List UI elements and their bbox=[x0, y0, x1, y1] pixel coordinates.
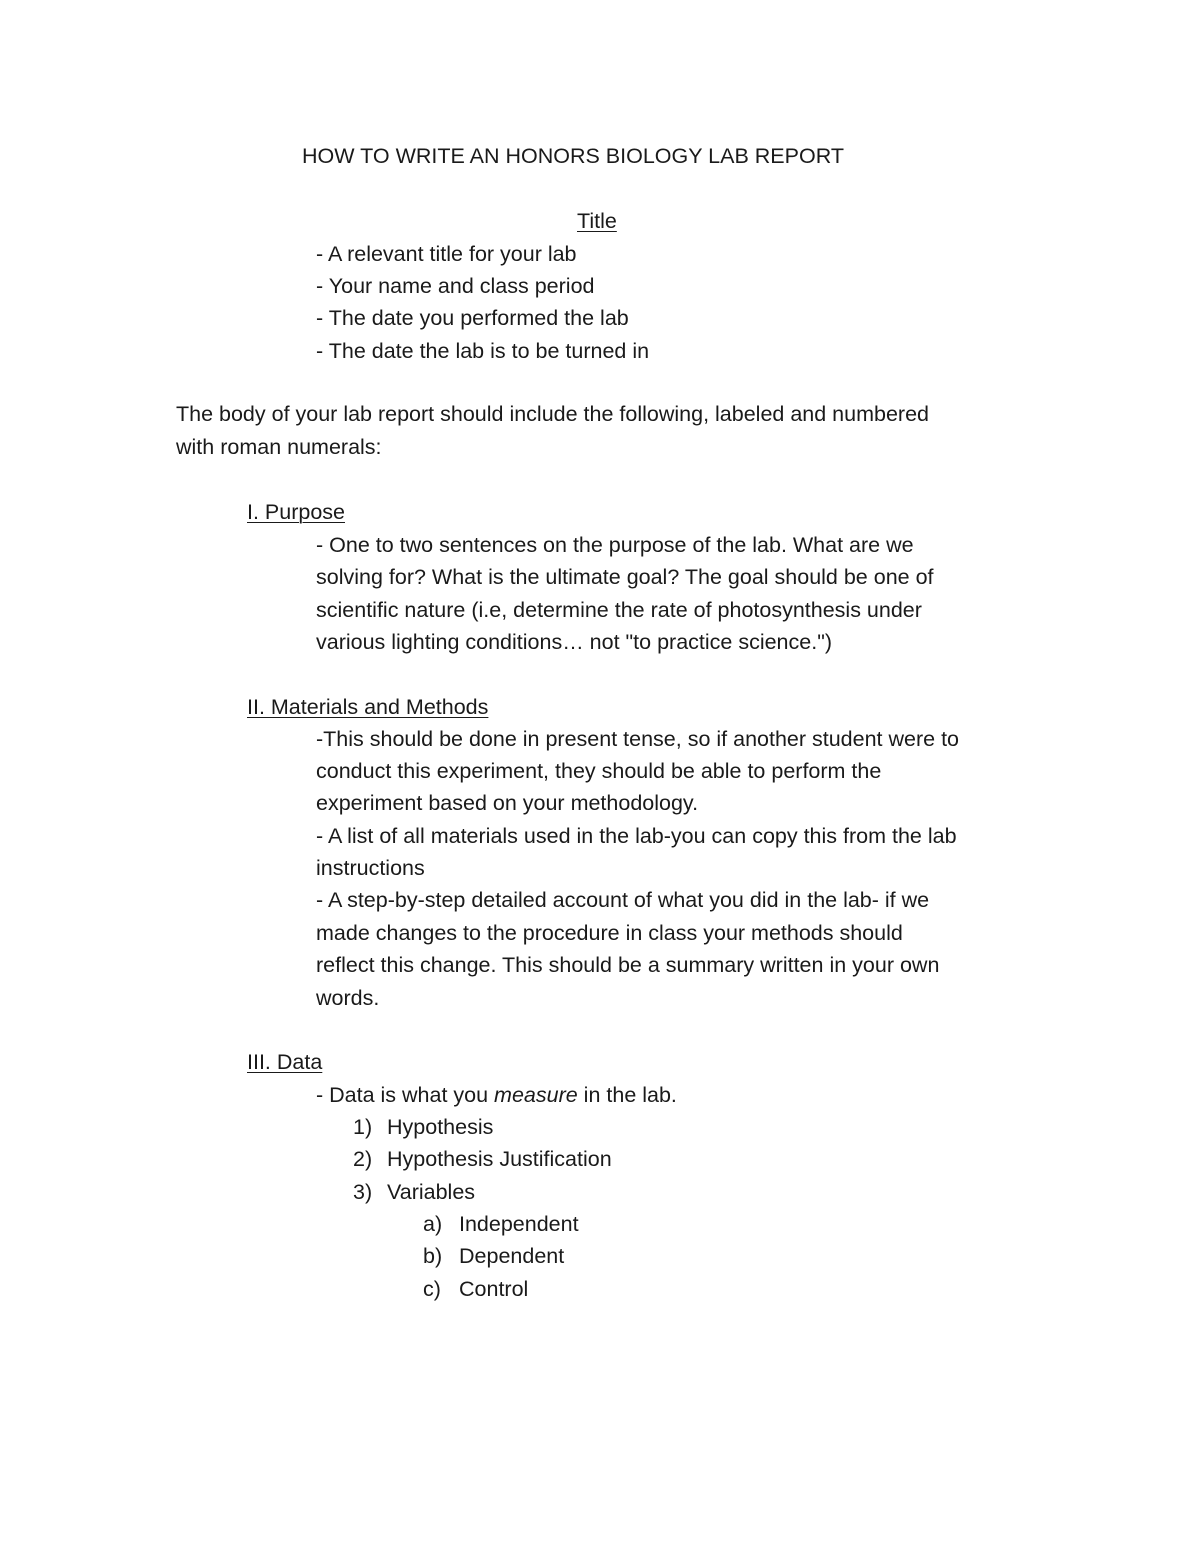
list-item bbox=[353, 1111, 493, 1143]
methods-text: words. bbox=[316, 986, 380, 1010]
methods-text: instructions bbox=[316, 856, 425, 880]
sub-list-item bbox=[423, 1240, 564, 1272]
document-title: HOW TO WRITE AN HONORS BIOLOGY LAB REPORT bbox=[302, 144, 844, 168]
data-heading: III. Data bbox=[247, 1050, 323, 1074]
data-text-prefix: - Data is what you bbox=[316, 1083, 495, 1107]
list-item: - The date the lab is to be turned in bbox=[316, 339, 650, 363]
list-item bbox=[353, 1176, 475, 1208]
list-item: - Your name and class period bbox=[316, 274, 595, 298]
intro-text: The body of your lab report should include the following, labeled and numbered bbox=[176, 402, 929, 426]
title-section-heading: Title bbox=[577, 209, 617, 233]
list-item-text: Hypothesis bbox=[387, 1115, 494, 1139]
sub-list-item bbox=[423, 1273, 528, 1305]
sub-list-item-letter: a) bbox=[423, 1212, 443, 1236]
methods-text: made changes to the procedure in class your methods should bbox=[316, 921, 903, 945]
list-item: - The date you performed the lab bbox=[316, 306, 629, 330]
list-item-number: 3) bbox=[353, 1180, 373, 1204]
methods-heading: II. Materials and Methods bbox=[247, 695, 489, 719]
sub-list-item-text: Control bbox=[459, 1277, 529, 1301]
sub-list-item-letter: c) bbox=[423, 1277, 441, 1301]
sub-list-item-text: Independent bbox=[459, 1212, 579, 1236]
data-text-emphasis: measure bbox=[494, 1083, 578, 1107]
methods-text: conduct this experiment, they should be able to perform the bbox=[316, 759, 882, 783]
list-item-number: 2) bbox=[353, 1147, 373, 1171]
list-item-text: Variables bbox=[387, 1180, 476, 1204]
sub-list-item-text: Dependent bbox=[459, 1244, 565, 1268]
list-item-number: 1) bbox=[353, 1115, 373, 1139]
list-item bbox=[353, 1143, 612, 1175]
purpose-text: various lighting conditions… not "to practice science.") bbox=[316, 630, 832, 654]
methods-text: -This should be done in present tense, so if another student were to bbox=[316, 727, 960, 751]
methods-text: reflect this change. This should be a summary written in your own bbox=[316, 953, 940, 977]
sub-list-item-letter: b) bbox=[423, 1244, 443, 1268]
purpose-text: solving for? What is the ultimate goal? The goal should be one of bbox=[316, 565, 934, 589]
list-item: - A relevant title for your lab bbox=[316, 242, 577, 266]
methods-text: - A step-by-step detailed account of what you did in the lab- if we bbox=[316, 888, 930, 912]
intro-text: with roman numerals: bbox=[176, 435, 382, 459]
methods-text: experiment based on your methodology. bbox=[316, 791, 699, 815]
sub-list-item bbox=[423, 1208, 579, 1240]
list-item-text: Hypothesis Justification bbox=[387, 1147, 612, 1171]
data-text bbox=[316, 1079, 677, 1111]
purpose-text: scientific nature (i.e, determine the rate of photosynthesis under bbox=[316, 598, 922, 622]
methods-text: - A list of all materials used in the lab-you can copy this from the lab bbox=[316, 824, 957, 848]
purpose-text: - One to two sentences on the purpose of the lab. What are we bbox=[316, 533, 914, 557]
data-text-suffix: in the lab. bbox=[577, 1083, 677, 1107]
purpose-heading: I. Purpose bbox=[247, 500, 345, 524]
